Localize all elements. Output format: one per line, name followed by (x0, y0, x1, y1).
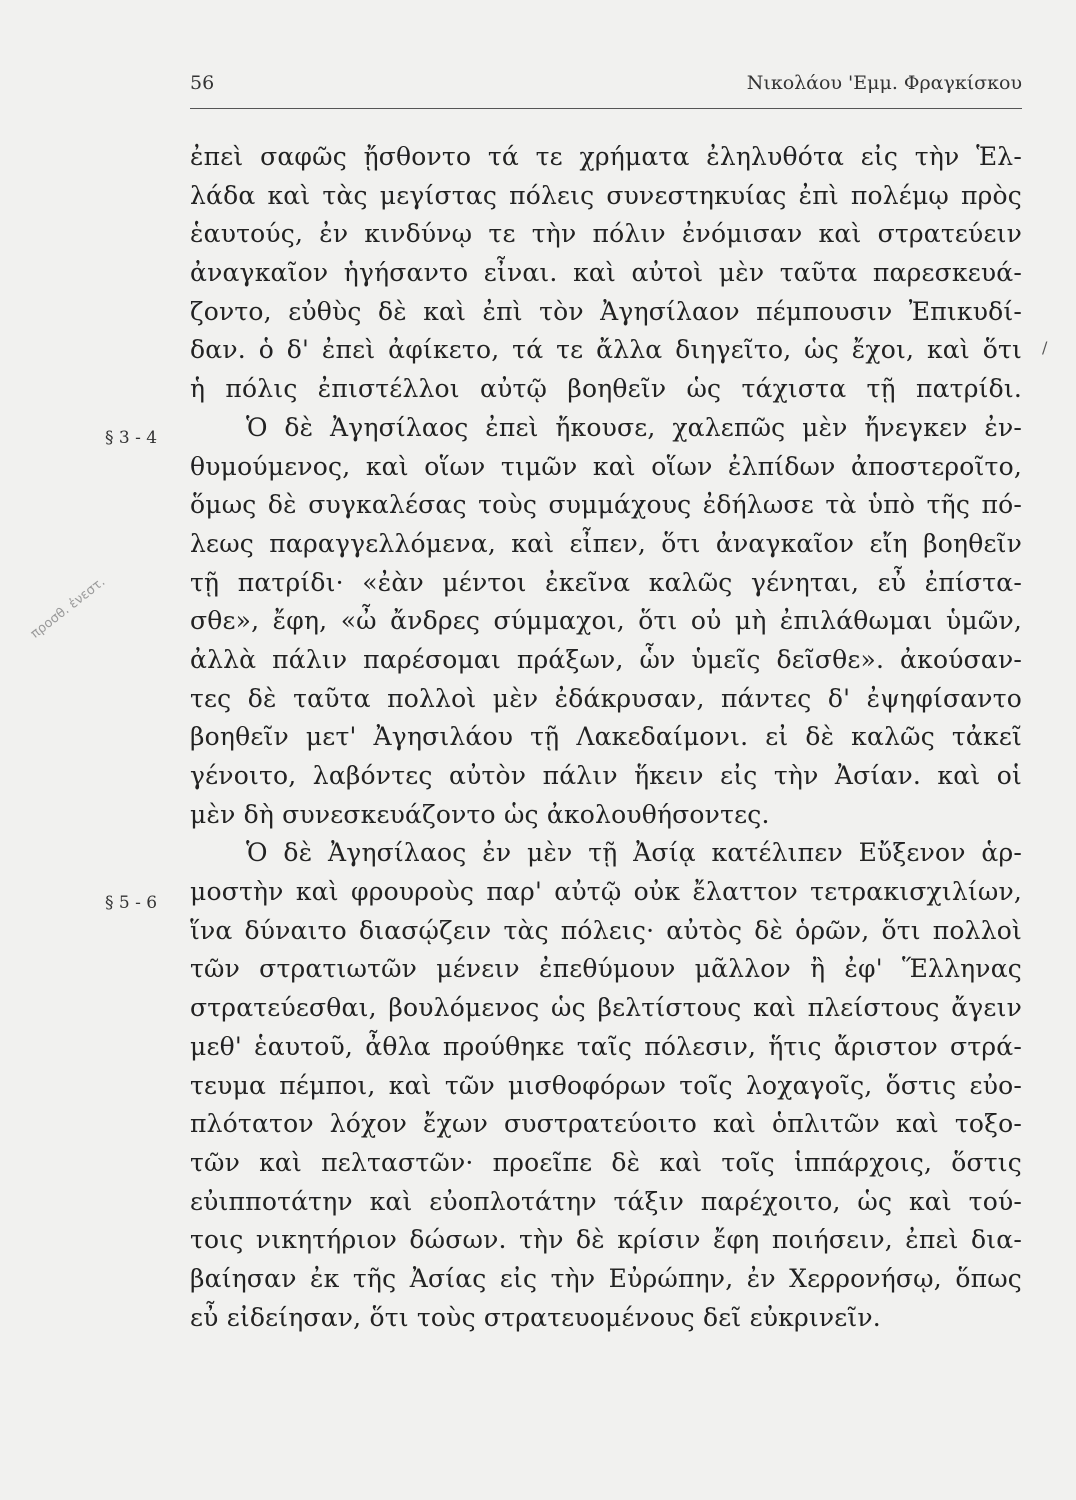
section-marker: § 5 - 6 (105, 893, 158, 913)
text-line: μοστὴν καὶ φρουροὺς παρ' αὐτῷ οὐκ ἔλαττον τετρακισχιλίων, (190, 877, 1022, 907)
text-line: Ὁ δὲ Ἀγησίλαος ἐπεὶ ἤκουσε, χαλεπῶς μὲν ἤνεγκεν ἐν- (246, 412, 1022, 442)
text-line: λεως παραγγελλόμενα, καὶ εἶπεν, ὅτι ἀναγκαῖον εἴη βοηθεῖν (190, 528, 1022, 558)
text-line: εὖ εἰδείησαν, ὅτι τοὺς στρατευομένους δεῖ εὐκρινεῖν. (190, 1302, 881, 1332)
text-line: θυμούμενος, καὶ οἵων τιμῶν καὶ οἵων ἐλπίδων ἀποστεροῖτο, (190, 451, 1022, 481)
text-line: ἑαυτούς, ἐν κινδύνῳ τε τὴν πόλιν ἐνόμισαν καὶ στρατεύειν (190, 219, 1022, 249)
text-line: τοις νικητήριον δώσων. τὴν δὲ κρίσιν ἔφη ποιήσειν, ἐπεὶ δια- (190, 1225, 1022, 1255)
header-rule (190, 108, 1022, 109)
handwritten-note: προσθ. ἐνεστ. (28, 574, 109, 642)
text-line: τῇ πατρίδι· «ἐὰν μέντοι ἐκεῖνα καλῶς γένηται, εὖ ἐπίστα- (190, 567, 1022, 597)
text-line: σθε», ἔφη, «ὦ ἄνδρες σύμμαχοι, ὅτι οὐ μὴ ἐπιλάθωμαι ὑμῶν, (190, 606, 1022, 636)
text-line: τῶν καὶ πελταστῶν· προεῖπε δὲ καὶ τοῖς ἱππάρχοις, ὅστις (190, 1147, 1022, 1177)
text-line: τῶν στρατιωτῶν μένειν ἐπεθύμουν μᾶλλον ἢ ἐφ' Ἕλληνας (190, 954, 1022, 984)
running-title: Νικολάου 'Εμμ. Φραγκίσκου (746, 72, 1022, 94)
text-line: ἀναγκαῖον ἡγήσαντο εἶναι. καὶ αὐτοὶ μὲν ταῦτα παρεσκευά- (190, 258, 1022, 288)
text-line: μὲν δὴ συνεσκευάζοντο ὡς ἀκολουθήσοντες. (190, 799, 770, 829)
text-line: τευμα πέμποι, καὶ τῶν μισθοφόρων τοῖς λοχαγοῖς, ὅστις εὐο- (190, 1070, 1022, 1100)
main-text (190, 138, 1022, 1337)
text-line: ἡ πόλις ἐπιστέλλοι αὐτῷ βοηθεῖν ὡς τάχιστα τῇ πατρίδι. (190, 374, 1022, 404)
text-line: μεθ' ἑαυτοῦ, ἆθλα προύθηκε ταῖς πόλεσιν, ἥτις ἄριστον στρά- (190, 1031, 1022, 1061)
text-line: τες δὲ ταῦτα πολλοὶ μὲν ἐδάκρυσαν, πάντες δ' ἐψηφίσαντο (190, 683, 1022, 713)
text-line: ἀλλὰ πάλιν παρέσομαι πράξων, ὧν ὑμεῖς δεῖσθε». ἀκούσαν- (190, 644, 1022, 674)
section-marker: § 3 - 4 (105, 428, 158, 448)
text-line: ἐπεὶ σαφῶς ᾔσθοντο τά τε χρήματα ἐληλυθότα εἰς τὴν Ἑλ- (190, 142, 1022, 171)
text-line: πλότατον λόχον ἔχων συστρατεύοιτο καὶ ὁπλιτῶν καὶ τοξο- (190, 1109, 1022, 1139)
page-number: 56 (190, 72, 215, 94)
text-line: Ὁ δὲ Ἀγησίλαος ἐν μὲν τῇ Ἀσίᾳ κατέλιπεν Εὔξενον ἁρ- (246, 838, 1022, 868)
margin-tick-mark: / (1042, 338, 1048, 357)
text-line: γένοιτο, λαβόντες αὐτὸν πάλιν ἥκειν εἰς τὴν Ἀσίαν. καὶ οἱ (190, 761, 1022, 790)
text-line: στρατεύεσθαι, βουλόμενος ὡς βελτίστους καὶ πλείστους ἄγειν (190, 993, 1022, 1023)
text-line: δαν. ὁ δ' ἐπεὶ ἀφίκετο, τά τε ἄλλα διηγεῖτο, ὡς ἔχοι, καὶ ὅτι (190, 335, 1022, 365)
text-line: ὅμως δὲ συγκαλέσας τοὺς συμμάχους ἐδήλωσε τὰ ὑπὸ τῆς πό- (190, 490, 1022, 520)
text-line: εὐιπποτάτην καὶ εὐοπλοτάτην τάξιν παρέχοιτο, ὡς καὶ τού- (190, 1186, 1022, 1216)
text-line: βαίησαν ἐκ τῆς Ἀσίας εἰς τὴν Εὐρώπην, ἐν Χερρονήσῳ, ὅπως (190, 1263, 1022, 1293)
text-line: λάδα καὶ τὰς μεγίστας πόλεις συνεστηκυίας ἐπὶ πολέμῳ πρὸς (190, 180, 1022, 210)
text-line: βοηθεῖν μετ' Ἀγησιλάου τῇ Λακεδαίμονι. εἰ δὲ καλῶς τἀκεῖ (190, 722, 1022, 752)
page-header (190, 72, 1022, 94)
text-line: ζοντο, εὐθὺς δὲ καὶ ἐπὶ τὸν Ἀγησίλαον πέμπουσιν Ἐπικυδί- (190, 296, 1022, 326)
text-line: ἵνα δύναιτο διασῴζειν τὰς πόλεις· αὐτὸς δὲ ὁρῶν, ὅτι πολλοὶ (190, 915, 1022, 945)
